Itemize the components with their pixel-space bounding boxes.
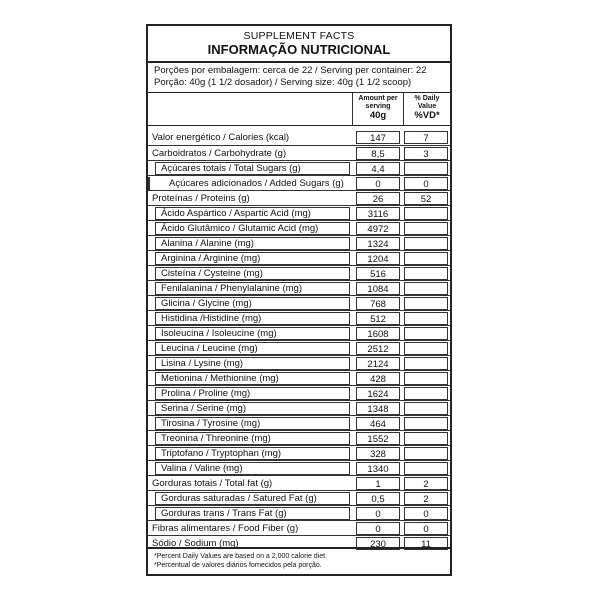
- nutrient-label: Lisina / Lysine (mg): [161, 357, 244, 369]
- nutrient-daily-value: 3: [404, 147, 448, 160]
- nutrient-label: Serina / Serine (mg): [161, 402, 247, 414]
- nutrient-label: Arginina / Arginine (mg): [161, 252, 261, 264]
- nutrient-row: [148, 505, 450, 520]
- nutrient-daily-value: [404, 357, 448, 370]
- nutrient-amount: 1552: [356, 432, 400, 445]
- nutrient-amount: 1624: [356, 387, 400, 400]
- nutrient-daily-value: [404, 372, 448, 385]
- nutrient-label: Cisteína / Cysteine (mg): [161, 267, 263, 279]
- nutrient-label: Gorduras totais / Total fat (g): [152, 477, 273, 489]
- nutrient-amount: 0,5: [356, 492, 400, 505]
- nutrient-row: [148, 460, 450, 475]
- nutrient-rows: [148, 130, 450, 550]
- nutrient-daily-value: [404, 432, 448, 445]
- nutrient-label: Fenilalanina / Phenylalanine (mg): [161, 282, 302, 294]
- nutrient-label: Açúcares adicionados / Added Sugars (g): [169, 177, 344, 189]
- nutrient-row: [148, 265, 450, 280]
- nutrient-amount: 768: [356, 297, 400, 310]
- nutrient-row: [148, 325, 450, 340]
- nutrient-row: [148, 475, 450, 490]
- nutrient-amount: 3116: [356, 207, 400, 220]
- daily-value-label: % Daily Value: [414, 95, 440, 110]
- serving-size: Porção: 40g (1 1/2 dosador) / Serving size: 40g (1 1/2 scoop): [154, 77, 412, 88]
- nutrient-label: Gorduras trans / Trans Fat (g): [161, 507, 287, 519]
- nutrient-amount: 516: [356, 267, 400, 280]
- nutrient-daily-value: 0: [404, 177, 448, 190]
- nutrient-daily-value: [404, 282, 448, 295]
- nutrient-label: Alanina / Alanine (mg): [161, 237, 254, 249]
- nutrient-amount: 0: [356, 507, 400, 520]
- nutrient-daily-value: [404, 162, 448, 175]
- serving-info: [148, 63, 450, 92]
- nutrient-amount: 2512: [356, 342, 400, 355]
- nutrition-facts-panel: [146, 24, 452, 576]
- nutrition-info-title: INFORMAÇÃO NUTRICIONAL: [207, 42, 391, 57]
- nutrient-row: [148, 340, 450, 355]
- nutrient-row: [148, 415, 450, 430]
- nutrient-label: Valina / Valine (mg): [161, 462, 243, 474]
- nutrient-amount: 1340: [356, 462, 400, 475]
- nutrient-row: [148, 295, 450, 310]
- nutrient-row: [148, 430, 450, 445]
- nutrient-row: [148, 445, 450, 460]
- nutrient-daily-value: [404, 207, 448, 220]
- nutrient-row: [148, 355, 450, 370]
- nutrient-label: Proteínas / Proteins (g): [152, 192, 250, 204]
- nutrient-amount: 1324: [356, 237, 400, 250]
- servings-per-container: Porções por embalagem: cerca de 22 / Serving per container: 22: [154, 65, 427, 76]
- footnote-portuguese: *Percentual de valores diários fornecidos pela porção.: [154, 562, 322, 569]
- nutrient-label: Valor energético / Calories (kcal): [152, 131, 290, 143]
- nutrient-row: [148, 520, 450, 535]
- nutrient-amount: 1084: [356, 282, 400, 295]
- nutrient-amount: 512: [356, 312, 400, 325]
- nutrient-label: Triptofano / Tryptophan (mg): [161, 447, 282, 459]
- nutrient-label: Prolina / Proline (mg): [161, 387, 251, 399]
- nutrient-daily-value: 2: [404, 477, 448, 490]
- nutrient-daily-value: [404, 237, 448, 250]
- nutrient-amount: 328: [356, 447, 400, 460]
- nutrient-daily-value: [404, 417, 448, 430]
- nutrient-label: Treonina / Threonine (mg): [161, 432, 271, 444]
- nutrient-label: Tirosina / Tyrosine (mg): [161, 417, 261, 429]
- nutrient-row: [148, 400, 450, 415]
- nutrient-row: [148, 310, 450, 325]
- label-header: [148, 26, 450, 58]
- nutrient-amount: 1348: [356, 402, 400, 415]
- amount-per-serving-label: Amount per serving: [358, 95, 398, 110]
- nutrient-label: Gorduras saturadas / Satured Fat (g): [161, 492, 317, 504]
- nutrient-row: [148, 280, 450, 295]
- nutrient-amount: 8,5: [356, 147, 400, 160]
- nutrient-daily-value: 11: [404, 537, 448, 550]
- nutrient-row: [148, 205, 450, 220]
- nutrient-row: [148, 385, 450, 400]
- amount-column-header: [352, 93, 404, 125]
- nutrient-amount: 0: [356, 177, 400, 190]
- vd-label: %VD*: [414, 110, 440, 121]
- nutrient-label: Ácido Aspártico / Aspartic Acid (mg): [161, 207, 311, 219]
- nutrient-daily-value: [404, 342, 448, 355]
- nutrient-daily-value: [404, 252, 448, 265]
- nutrient-label: Leucina / Leucine (mg): [161, 342, 258, 354]
- nutrient-amount: 1204: [356, 252, 400, 265]
- nutrient-amount: 464: [356, 417, 400, 430]
- nutrient-label: Glicina / Glycine (mg): [161, 297, 252, 309]
- nutrient-daily-value: [404, 267, 448, 280]
- nutrient-row: [148, 175, 450, 190]
- nutrient-amount: 230: [356, 537, 400, 550]
- nutrient-label: Metionina / Methionine (mg): [161, 372, 279, 384]
- nutrient-row: [148, 220, 450, 235]
- footnote-english: *Percent Daily Values are based on a 2,000 calorie diet.: [154, 553, 328, 560]
- daily-value-column-header: [404, 93, 450, 125]
- nutrient-daily-value: 2: [404, 492, 448, 505]
- nutrient-row: [148, 145, 450, 160]
- nutrient-label: Histidina /Histidine (mg): [161, 312, 262, 324]
- nutrient-amount: 26: [356, 192, 400, 205]
- nutrient-label: Fibras alimentares / Food Fiber (g): [152, 522, 299, 534]
- supplement-facts-heading: SUPPLEMENT FACTS: [243, 30, 355, 42]
- nutrient-row: [148, 130, 450, 145]
- nutrient-label-box: [148, 177, 150, 190]
- nutrient-amount: 1608: [356, 327, 400, 340]
- column-header: [148, 92, 450, 125]
- nutrient-row: [148, 160, 450, 175]
- amount-serving-weight: 40g: [369, 110, 387, 121]
- nutrient-daily-value: [404, 327, 448, 340]
- nutrient-row: [148, 370, 450, 385]
- nutrient-amount: 1: [356, 477, 400, 490]
- nutrient-daily-value: [404, 387, 448, 400]
- nutrient-label: Ácido Glutâmico / Glutamic Acid (mg): [161, 222, 319, 234]
- nutrient-label: Isoleucina / Isoleucine (mg): [161, 327, 277, 339]
- nutrient-daily-value: 52: [404, 192, 448, 205]
- nutrient-row: [148, 235, 450, 250]
- nutrient-amount: 2124: [356, 357, 400, 370]
- nutrient-row: [148, 250, 450, 265]
- nutrient-row: [148, 490, 450, 505]
- nutrient-daily-value: [404, 402, 448, 415]
- nutrient-daily-value: 7: [404, 131, 448, 144]
- nutrient-label: Carboidratos / Carbohydrate (g): [152, 147, 287, 159]
- nutrient-daily-value: [404, 462, 448, 475]
- nutrient-amount: 4972: [356, 222, 400, 235]
- nutrient-label: Sódio / Sodium (mg): [152, 537, 239, 549]
- nutrient-amount: 147: [356, 131, 400, 144]
- nutrient-amount: 0: [356, 522, 400, 535]
- nutrient-daily-value: [404, 447, 448, 460]
- nutrient-daily-value: [404, 297, 448, 310]
- nutrient-amount: 4,4: [356, 162, 400, 175]
- nutrient-daily-value: 0: [404, 507, 448, 520]
- nutrient-row: [148, 190, 450, 205]
- nutrient-daily-value: 0: [404, 522, 448, 535]
- nutrient-amount: 428: [356, 372, 400, 385]
- nutrient-daily-value: [404, 312, 448, 325]
- nutrient-label: Açúcares totais / Total Sugars (g): [161, 162, 301, 174]
- footnotes: [148, 547, 450, 574]
- nutrient-daily-value: [404, 222, 448, 235]
